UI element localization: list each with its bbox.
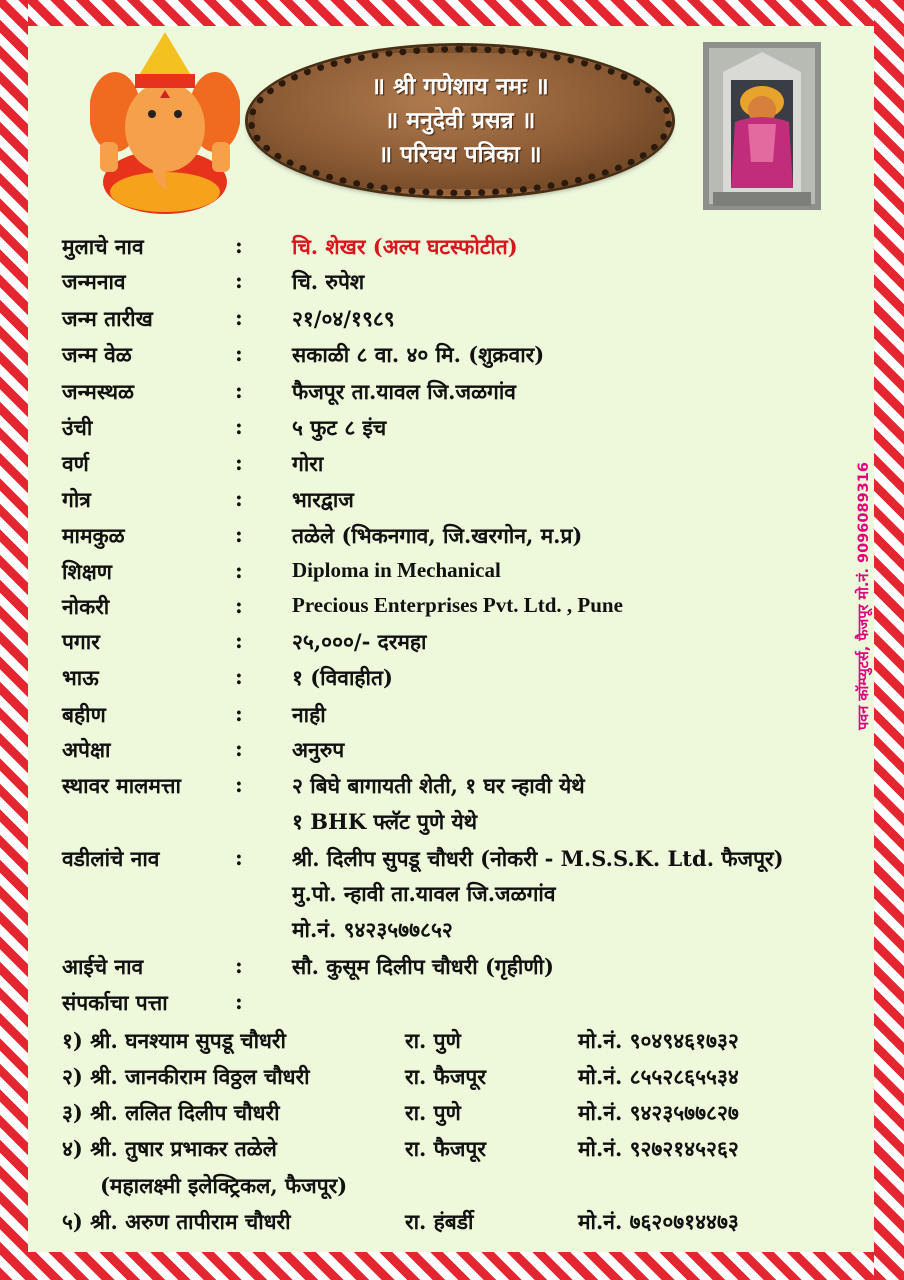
value-gotra: भारद्वाज [292,487,354,512]
value-birth-time: सकाळी ८ वा. ४० मि. (शुक्रवार) [292,342,545,367]
row-complexion [0,450,904,484]
header-invocation: ॥ श्री गणेशाय नमः ॥ [371,74,549,100]
contact-name: १) श्री. घनश्याम सुपडू चौधरी [62,1028,286,1053]
value-birth-place: फैजपूर ता.यावल जि.जळगांव [292,379,516,404]
value-height: ५ फुट ८ इंच [292,415,387,440]
row-mother-name [0,953,904,987]
value-birth-name: चि. रुपेश [292,269,365,294]
colon: : [235,953,243,978]
label-property: स्थावर मालमत्ता [62,773,181,798]
row-father-name [0,845,904,879]
contact-place: रा. फैजपूर [405,1064,486,1089]
row-sister [0,701,904,735]
header-title: ॥ परिचय पत्रिका ॥ [378,142,542,168]
value-father-address: मु.पो. न्हावी ता.यावल जि.जळगांव [292,881,556,906]
row-expectation [0,736,904,770]
colon: : [235,736,243,761]
value-birth-date: २१/०४/१९८९ [292,306,395,331]
contact-row [0,1135,904,1169]
contact-row [0,1063,904,1097]
value-property-flat: १ BHK फ्लॅट पुणे येथे [292,809,478,834]
value-salary: २५,०००/- दरमहा [292,629,427,654]
colon: : [235,305,243,330]
row-groom-name [0,233,904,267]
contact-name: ५) श्री. अरुण तापीराम चौधरी [62,1209,291,1234]
row-salary [0,628,904,662]
contact-subline [0,1172,904,1206]
label-birth-place: जन्मस्थळ [62,379,134,404]
label-job: नोकरी [62,594,110,619]
contact-row [0,1208,904,1242]
header-plaque [248,46,672,196]
row-birth-name [0,268,904,302]
value-maternal-family: तळेले (भिकनगाव, जि.खरगोन, म.प्र) [292,523,583,548]
contact-place: रा. पुणे [405,1028,461,1053]
label-birth-time: जन्म वेळ [62,342,132,367]
contact-business: (महालक्ष्मी इलेक्ट्रिकल, फैजपूर) [100,1173,348,1198]
label-expectation: अपेक्षा [62,737,111,762]
colon: : [235,450,243,475]
value-job: Precious Enterprises Pvt. Ltd. , Pune [292,593,623,617]
colon: : [235,845,243,870]
row-birth-place [0,378,904,412]
value-complexion: गोरा [292,451,324,476]
deity-image [703,42,821,210]
value-education: Diploma in Mechanical [292,558,501,582]
value-groom-name: चि. शेखर (अल्प घटस्फोटीत) [292,234,518,259]
label-sister: बहीण [62,702,106,727]
value-expectation: अनुरुप [292,737,345,762]
label-education: शिक्षण [62,559,112,584]
value-mother-name: सौ. कुसूम दिलीप चौधरी (गृहीणी) [292,954,554,979]
value-father-phone: मो.नं. ९४२३५७७८५२ [292,917,453,942]
ganesha-image [90,32,240,222]
contact-row [0,1027,904,1061]
colon: : [235,989,243,1014]
colon: : [235,378,243,403]
row-birth-time [0,341,904,375]
colon: : [235,772,243,797]
row-contacts-heading [0,989,904,1023]
row-birth-date [0,305,904,339]
value-property: २ बिघे बागायती शेती, १ घर न्हावी येथे [292,773,585,798]
contact-place: रा. फैजपूर [405,1136,486,1161]
contact-phone: मो.नं. ८५५२८६५५३४ [578,1064,739,1089]
border-top [0,0,904,26]
label-contacts-heading: संपर्काचा पत्ता [62,990,168,1015]
row-maternal-family [0,522,904,556]
label-groom-name: मुलाचे नाव [62,234,144,259]
contact-name: ३) श्री. ललित दिलीप चौधरी [62,1100,280,1125]
row-property [0,772,904,806]
border-bottom [0,1252,904,1280]
colon: : [235,268,243,293]
colon: : [235,628,243,653]
colon: : [235,233,243,258]
label-birth-date: जन्म तारीख [62,306,153,331]
colon: : [235,664,243,689]
row-property-cont [0,808,904,842]
contact-phone: मो.नं. ७६२०७१४४७३ [578,1209,739,1234]
colon: : [235,486,243,511]
label-height: उंची [62,415,93,440]
side-contact-text: पवन कॉम्प्युटर्स, फैजपूर मो.नं. 9096089316 [856,462,872,730]
colon: : [235,341,243,366]
colon: : [235,701,243,726]
label-brother: भाऊ [62,665,99,690]
label-complexion: वर्ण [62,451,89,476]
label-mother-name: आईचे नाव [62,954,144,979]
label-birth-name: जन्मनाव [62,269,126,294]
colon: : [235,522,243,547]
value-brother: १ (विवाहीत) [292,665,393,690]
value-sister: नाही [292,702,326,727]
contact-place: रा. हंबर्डी [405,1209,474,1234]
row-brother [0,664,904,698]
colon: : [235,414,243,439]
label-salary: पगार [62,629,100,654]
contact-phone: मो.नं. ९०४९४६१७३२ [578,1028,739,1053]
row-father-phone [0,916,904,950]
label-gotra: गोत्र [62,487,91,512]
value-father-name: श्री. दिलीप सुपडू चौधरी (नोकरी - M.S.S.K. Ltd. फैजपूर) [292,846,784,871]
row-job [0,593,904,627]
colon: : [235,593,243,618]
row-father-address [0,880,904,914]
contact-name: २) श्री. जानकीराम विठ्ठल चौधरी [62,1064,310,1089]
contact-name: ४) श्री. तुषार प्रभाकर तळेले [62,1136,277,1161]
label-father-name: वडीलांचे नाव [62,846,160,871]
row-height [0,414,904,448]
colon: : [235,558,243,583]
contact-place: रा. पुणे [405,1100,461,1125]
row-education [0,558,904,592]
label-maternal-family: मामकुळ [62,523,125,548]
contact-phone: मो.नं. ९२७२१४५२६२ [578,1136,739,1161]
contact-row [0,1099,904,1133]
header-blessing: ॥ मनुदेवी प्रसन्न ॥ [384,108,536,134]
contact-phone: मो.नं. ९४२३५७७८२७ [578,1100,739,1125]
row-gotra [0,486,904,520]
